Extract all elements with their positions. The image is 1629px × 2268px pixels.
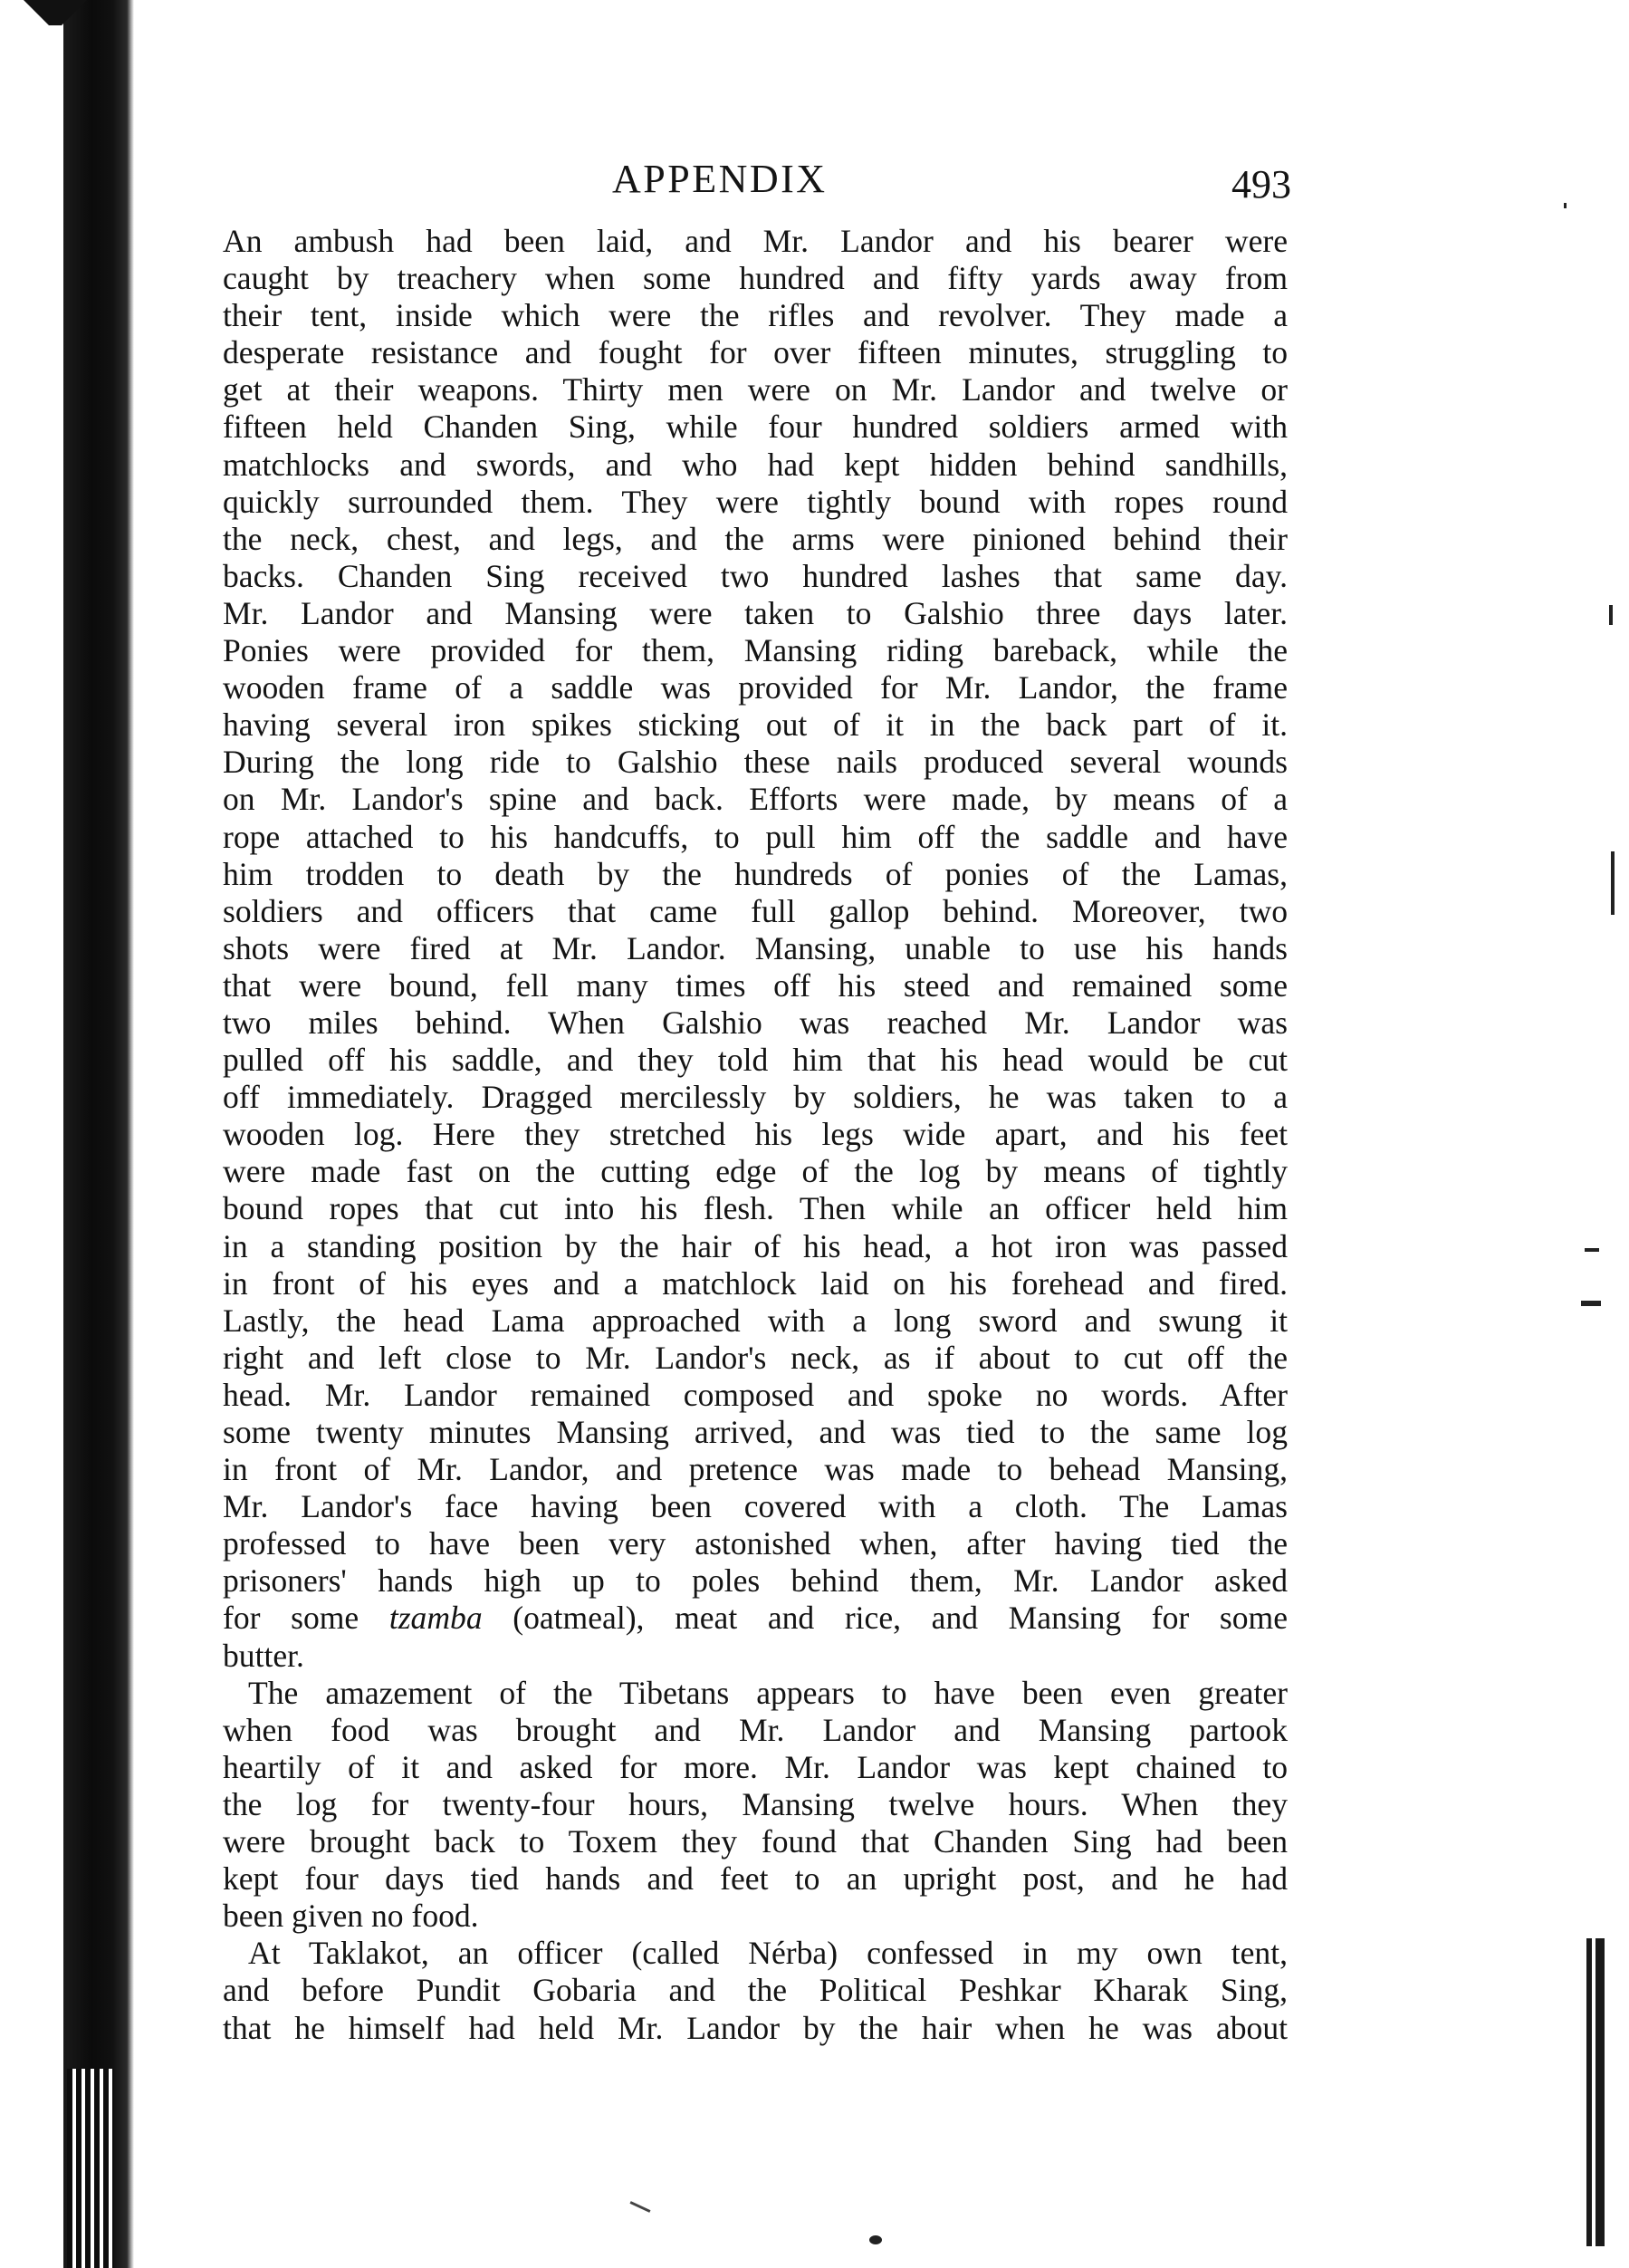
text-line: wooden frame of a saddle was provided for Mr. Landor, the frame [223,669,1288,706]
text-line: Lastly, the head Lama approached with a long sword and swung it [223,1302,1288,1339]
text-line: that were bound, fell many times off his steed and remained some [223,966,1288,1004]
text-line: having several iron spikes sticking out of it in the back part of it. [223,706,1288,744]
text-line: backs. Chanden Sing received two hundred lashes that same day. [223,557,1288,594]
text-line: fifteen held Chanden Sing, while four hundred soldiers armed with [223,408,1288,446]
paragraph [223,1675,1288,1936]
text-line: on Mr. Landor's spine and back. Efforts were made, by means of a [223,781,1288,818]
text-line: bound ropes that cut into his flesh. Then while an officer held him [223,1190,1288,1227]
text-line: him trodden to death by the hundreds of ponies of the Lamas, [223,855,1288,892]
text-line: Ponies were provided for them, Mansing riding bareback, while the [223,632,1288,669]
text-line: professed to have been very astonished when, after having tied the [223,1525,1288,1562]
italic-term: tzamba [388,1600,483,1637]
text-line: prisoners' hands high up to poles behind them, Mr. Landor asked [223,1562,1288,1600]
body-text [223,223,1288,2047]
text-line: matchlocks and swords, and who had kept hidden behind sandhills, [223,446,1288,483]
scan-speck [869,2235,882,2244]
scan-speck [629,2201,650,2213]
text-line: that he himself had held Mr. Landor by the hair when he was about [223,2009,1288,2046]
text-line: An ambush had been laid, and Mr. Landor and his bearer were [223,223,1288,259]
text-line: were made fast on the cutting edge of the log by means of tightly [223,1153,1288,1190]
text-line: the log for twenty-four hours, Mansing twelve hours. When they [223,1785,1288,1822]
text-line: butter. [223,1637,304,1674]
page-number: 493 [1231,162,1291,207]
text-line: get at their weapons. Thirty men were on Mr. Landor and twelve or [223,371,1288,408]
text-line: Mr. Landor and Mansing were taken to Galshio three days later. [223,594,1288,631]
text-line: caught by treachery when some hundred and fifty yards away from [223,260,1288,297]
text-line: in front of Mr. Landor, and pretence was made to behead Mansing, [223,1451,1288,1488]
text-line: two miles behind. When Galshio was reached Mr. Landor was [223,1004,1288,1041]
text-line: During the long ride to Galshio these nails produced several wounds [223,744,1288,781]
text-line: kept four days tied hands and feet to an upright post, and he had [223,1860,1288,1898]
book-binding-edge [63,0,134,2268]
text-line: were brought back to Toxem they found that Chanden Sing had been [223,1823,1288,1860]
page-header [0,152,1629,207]
text-line: their tent, inside which were the rifles and revolver. They made a [223,297,1288,334]
text-line: Mr. Landor's face having been covered with a cloth. The Lamas [223,1488,1288,1525]
text-line: desperate resistance and fought for over fifteen minutes, struggling to [223,334,1288,371]
scan-speck [1581,1301,1601,1306]
text-line: heartily of it and asked for more. Mr. Landor was kept chained to [223,1748,1288,1785]
text-line: pulled off his saddle, and they told him that his head would be cut [223,1042,1288,1079]
text-line: quickly surrounded them. They were tightly bound with ropes round [223,483,1288,520]
scan-edge-mark [1586,1938,1605,2246]
text-line: The amazement of the Tibetans appears to have been even greater [248,1674,1288,1711]
text-line: and before Pundit Gobaria and the Political Peshkar Kharak Sing, [223,1972,1288,2009]
text-line: rope attached to his handcuffs, to pull him off the saddle and have [223,818,1288,855]
text-line: soldiers and officers that came full gallop behind. Moreover, two [223,892,1288,929]
text-line: right and left close to Mr. Landor's neck, as if about to cut off the [223,1339,1288,1376]
text-line: some twenty minutes Mansing arrived, and was tied to the same log [223,1414,1288,1450]
text-line: been given no food. [223,1898,479,1935]
text-line: when food was brought and Mr. Landor and Mansing partook [223,1711,1288,1748]
text-line: off immediately. Dragged mercilessly by soldiers, he was taken to a [223,1079,1288,1116]
text-line: At Taklakot, an officer (called Nérba) confessed in my own tent, [248,1935,1288,1972]
text-line: shots were fired at Mr. Landor. Mansing, unable to use his hands [223,929,1288,966]
running-title: APPENDIX [612,157,828,201]
scan-speck [1585,1248,1599,1252]
paragraph [223,223,1288,1675]
scan-speck [1611,851,1615,915]
text-line: in front of his eyes and a matchlock laid on his forehead and fired. [223,1264,1288,1302]
text-line: for some tzamba (oatmeal), meat and rice, and Mansing for some [223,1600,1288,1637]
text-line: head. Mr. Landor remained composed and spoke no words. After [223,1376,1288,1413]
text-line: wooden log. Here they stretched his legs wide apart, and his feet [223,1116,1288,1153]
text-line: the neck, chest, and legs, and the arms were pinioned behind their [223,520,1288,557]
text-line: in a standing position by the hair of his head, a hot iron was passed [223,1227,1288,1264]
paragraph [223,1935,1288,2046]
scan-speck [1609,605,1613,625]
